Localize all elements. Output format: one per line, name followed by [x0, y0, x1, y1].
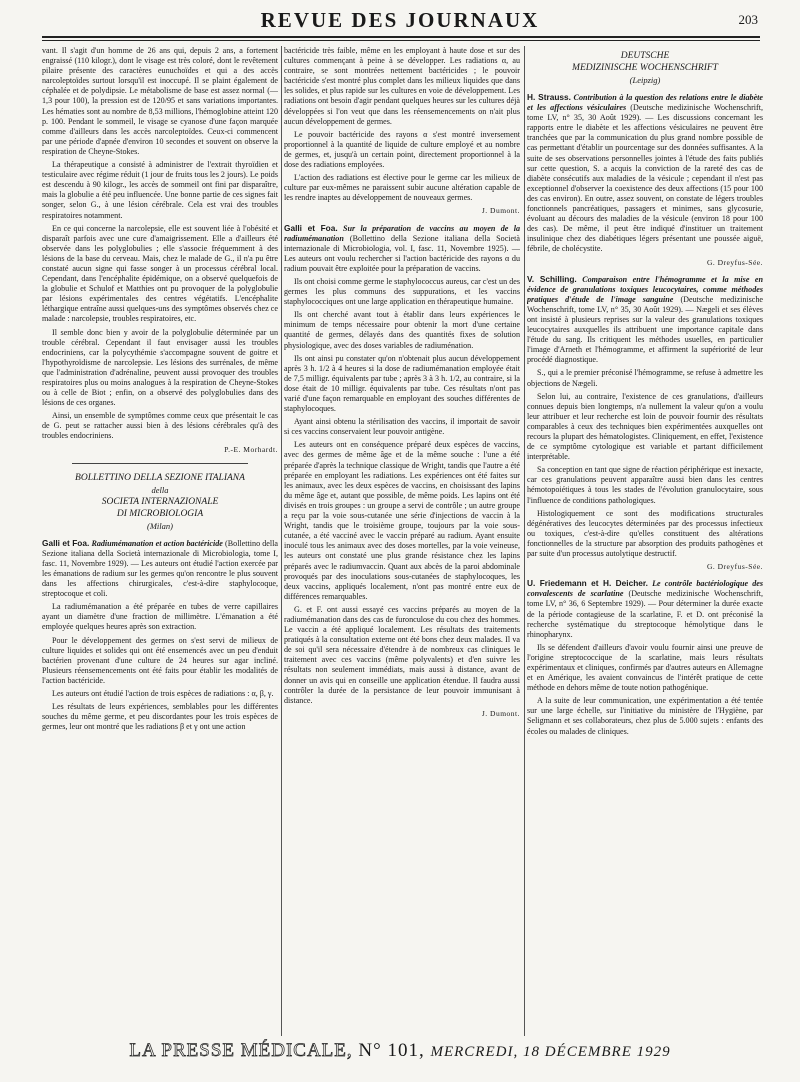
column-2 [284, 46, 520, 1036]
section-rule [72, 463, 248, 464]
paragraph: vant. Il s'agit d'un homme de 26 ans qui, depuis 2 ans, a fortement engraissé (110 kilogr.), dont le visage est très coloré, dont le revêtement pilaire présente des caractères eunuchoïdes et qui a des accès narcoleptoïdes surtout lorsqu'il est inoccupé. Il se plaint également de céphalée et de polydipsie. Le métabolisme de base est assez normal (— 1,3 pour 100), la pression est de 120/95 et sans variations importantes. Les hématies sont au nombre de 8,53 millions, l'hémoglobine atteint 120 p. 100. Pendant le sommeil, le visage se cyanose d'une façon marquée comme d'ailleurs dans les accès narcoleptoïdes. Ceux-ci commencent par une période d'apnée d'environ 10 secondes et souvent on observe la respiration de Cheyne-Stokes. [42, 46, 278, 156]
journal-section-heading [42, 472, 278, 532]
paragraph: Ils ont choisi comme germe le staphylococcus aureus, car c'est un des germes les plus communs des suppurations, et les vaccins staphylococciques ont une large application en thérapeutique humaine. [284, 276, 520, 307]
journal-section-heading [527, 50, 763, 86]
paragraph: Le pouvoir bactéricide des rayons α s'est montré inversement proportionnel à la quantité de liquide de culture employé et au nombre de germes, et, jusqu'à un certain point, directement proportionnel à la dose des radiations employées. [284, 129, 520, 170]
article-title: Contribution à la question des relations entre le diabète et les affections vésiculaires [527, 93, 763, 113]
footer-journal-name: LA PRESSE MÉDICALE, [129, 1040, 353, 1061]
author-signature: J. Dumont. [481, 708, 520, 718]
article-authors: Galli et Foa. [284, 222, 338, 233]
column-3 [527, 46, 763, 1036]
paragraph: Ils se défendent d'ailleurs d'avoir voulu fournir ainsi une preuve de l'origine streptococcique de la scarlatine, mais leurs résultats expérimentaux et cliniques, confirmés par d'autres auteurs en Allemagne et en Amérique, les avaient convaincus de l'intérêt pratique de cette méthode en dehors même de toute notion pathogénique. [527, 642, 763, 693]
paragraph: bactéricide très faible, même en les employant à haute dose et sur des cultures commençant à peine à se développer. Les radiations α, au contraire, se sont montrées nettement bactéricides ; le pouvoir bactéricide s'est montré plus complet dans les milieux liquides que dans les solides, et plus rapide sur les cultures en voie de développement. Les radiations ont besoin d'agir pendant quelques heures sur les cultures déjà développées si l'on veut que dans les réensemencements on n'ait plus aucun développement de germes. [284, 46, 520, 126]
author-signature: P.-E. Morhardt. [224, 444, 278, 454]
article-abstract [284, 223, 520, 274]
article-title: Sur la préparation de vaccins au moyen de la radiumémanation [284, 223, 520, 243]
running-header: REVUE DES JOURNAUX [260, 8, 540, 32]
paragraph: Les auteurs ont étudié l'action de trois espèces de radiations : α, β, γ. [52, 688, 274, 698]
article-reference: (Deutsche medizinische Wochenschrift, tome LV, n° 35, 30 Août 1929). — Les discussions concernant les rapports entre le diabète et les affections vésiculaires ne peuvent être tranchées que par la communication du plus grand nombre possible de cas permettant d'établir un pourcentage sur des données suffisantes. A la suite de ses observations personnelles jointes à l'étude des faits publiés sur cette question, S. a acquis la conviction de la rareté des cas de diabète consécutifs aux maladies de la vésicule ; cependant il n'est pas exceptionnel d'observer la coexistence des deux affections (15 pour 100 des cas environ). En outre, assez souvent, on constate de légers troubles fonctionnels pancréatiques, passagers et minimes, sans glycosurie, évoluant au décours des maladies de la vésicule (environ 18 pour 100 des cas). De même, il peut être indiqué d'instituer un traitement insulinique chez des diabétiques légers présentant une poussée aiguë, fébrile, de cholécystite. [527, 103, 763, 254]
section-line: BOLLETTINO DELLA SEZIONE ITALIANA [75, 472, 245, 483]
paragraph: Sa conception en tant que signe de réaction périphérique est inexacte, car ces granulations peuvent apparaître aussi bien dans les centres hémotopoiétiques à tous les stades de l'évolution granulocytaire, sous l'influence de conditions pathologiques. [527, 465, 763, 505]
article-authors: Galli et Foa. [42, 537, 90, 548]
article-title: Comparaison entre l'hémogramme et la mise en évidence de granulations toxiques leucocytaires, comme méthodes pratiques d'étude de l'image sanguine [527, 274, 763, 304]
footer-date: MERCREDI, 18 DÉCEMBRE 1929 [430, 1044, 671, 1060]
paragraph: G. et F. ont aussi essayé ces vaccins préparés au moyen de la radiumémanation dans des cas de furonculose du cou chez des hommes. Le vaccin a été appliqué localement. Les résultats des traitements pratiqués à la consultation externe ont été bons chez deux malades. Il va de soi qu'il sera nécessaire d'étendre à de nombreux cas cliniques le traitement avec ces vaccins (même polyvalents) et d'en suivre les résultats non seulement immédiats, mais aussi à distance, avant de donner un avis qui en conseille une application étendue. Il faudra aussi contrôler la durée de la persistance de leur pouvoir immunisant à distance. [284, 604, 520, 705]
article-reference: (Deutsche medizinische Wochenschrift, tome LV, n° 35, 30 Août 1929). — Nægeli et ses élèves ont insisté à plusieurs reprises sur la valeur des granulations toxiques leucocytaires auxquelles ils attribuent une importance capitale dans l'étude du sang. Ils critiquent les méthodes usuelles, en particulier l'image d'Arneth et l'hémogramme, et affirment la supériorité de leur procédé diagnostique. [527, 294, 763, 365]
article-authors: H. Strauss. [527, 92, 571, 102]
author-signature: J. Dumont. [481, 206, 520, 216]
paragraph: Ils ont ainsi pu constater qu'on n'obtenait plus aucun développement après 3 h. 1/2 à 4 heures si la dose de radiumémanation employée était de 7,5 milligr. équivalents par tube ; après 3 à 3 h. 1/2, au contraire, si la dose était de 10 milligr. équivalents par tube. Ces résultats n'ont pas varié d'une façon remarquable en employant des souches différentes de staphylocoques. [284, 353, 520, 414]
page-footer [0, 1040, 800, 1062]
paragraph: La radiumémanation a été préparée en tubes de verre capillaires ayant un diamètre d'une fraction de millimètre. L'émanation a été employée quelques heures après son extraction. [42, 602, 278, 632]
paragraph: En ce qui concerne la narcolepsie, elle est souvent liée à l'obésité et disparaît parfois avec une cure d'amaigrissement. Elle a d'ailleurs été observée dans les polyglobulies ; elle s'associe fréquemment à des lésions de la base du cerveau. Mais, chez le malade de G., il n'a pu être constaté aucun signe qui fasse songer à un processus cérébral local. Cependant, dans l'encéphalite épidémique, on a observé quelquefois de la globulie et Schulof et Matthies ont pu provoquer de la polyglobulie par lésions expérimentales des centres végétatifs. L'encéphalite léthargique entraîne aussi quelques-uns des symptômes observés chez ce malade : narcolepsie, troubles respiratoires, etc. [42, 223, 278, 324]
paragraph: Selon lui, au contraire, l'existence de ces granulations, d'ailleurs connues depuis bien longtemps, n'a nullement la valeur qu'on a voulu leur attribuer et leur recherche est loin de pouvoir fournir des résultats comparables à ceux des techniques bien expérimentées auxquelles ont recours la plupart des hématologistes. Cliniquement, en effet, l'existence de ce symptôme cytologique est variable et partant difficilement interprétable. [527, 391, 763, 462]
paragraph: L'action des radiations est élective pour le germe car les milieux de culture par eux-mêmes ne paraissent subir aucune altération capable de les rendre inaptes au développement de nouveaux germes. [284, 173, 520, 203]
article-title: Radiumémanation et action bactéricide [91, 538, 223, 548]
column-1 [42, 46, 278, 1036]
section-line: DI MICROBIOLOGIA [116, 508, 204, 519]
paragraph: La thérapeutique a consisté à administrer de l'extrait thyroïdien et testiculaire avec régime réduit (1 jour de fruits tous les 2 jours). Le poids est descendu à 90 kilogr., les accès de sommeil ont fini par disparaître, mais la globulie a été peu influencée. Une bonne partie de ces signes fait songer, selon G., à une lésion cérébrale. Cela est vrai des troubles respiratoires notamment. [42, 160, 278, 220]
article-abstract [527, 578, 763, 640]
paragraph: Les résultats de leurs expériences, semblables pour les différentes souches du même germe, et peu discordantes pour les trois espèces de germes, leur ont montré que les radiations β et γ ont une action [42, 702, 278, 732]
section-line: (Milan) [147, 520, 173, 531]
paragraph: S., qui a le premier préconisé l'hémogramme, se refuse à admettre les objections de Nægeli. [527, 368, 763, 388]
paragraph: Pour le développement des germes on s'est servi de milieux de culture liquides et solides qui ont été ensemencés avec un peu d'enduit bactérien provenant d'une culture de 24 heures sur agar incliné. Plusieurs réensemencements ont été faits pour établir les modalités de l'action bactéricide. [42, 635, 278, 685]
column-divider [524, 46, 525, 1036]
article-abstract [527, 274, 763, 366]
article-reference: (Bollettino della Sezione italiana della Società internazionale di Microbiologia, tome I, fasc. 11, Novembre 1929). — Les auteurs ont étudié l'action exercée par les émanations de radium sur les germes qu'on rencontre le plus souvent dans les affections chirurgicales, c'est-à-dire staphylocoque, streptocoque et coli. [42, 538, 278, 599]
author-signature: G. Dreyfus-Sée. [706, 257, 763, 267]
page-number: 203 [738, 12, 758, 27]
article-reference: (Bollettino della Sezione italiana della Società internazionale di Microbiologia, vol. I, fasc. 11, Novembre 1925). — Les auteurs ont voulu rechercher si l'action bactéricide des rayons α du radium pouvait être exploitée pour la préparation de vaccins. [284, 233, 520, 273]
header-rule-thin [42, 40, 760, 41]
paragraph: Ils ont cherché avant tout à établir dans leurs expériences le minimum de temps nécessaire pour obtenir la mort d'une certaine quantité de germes, délayés dans des quantités fixes de solution physiologique, avec des doses variables de radiuménation. [284, 310, 520, 350]
section-line: (Leipzig) [629, 75, 661, 85]
section-line: DEUTSCHE [620, 51, 670, 61]
section-line: MEDIZINISCHE WOCHENSCHRIFT [572, 63, 718, 73]
paragraph: Ainsi, un ensemble de symptômes comme ceux que présentait le cas de G. peut se rattacher aussi bien à des lésions cérébrales qu'à des troubles endocriniens. [42, 411, 278, 441]
paragraph: Les auteurs ont en conséquence préparé deux espèces de vaccins, avec des germes de même âge et de la même souche : l'une a été préparée d'après la technique classique de Wright, tandis que l'autre a été préparée en employant les radiations. Les expériences ont été faites sur les animaux, avec les deux espèces de vaccins, en choisissant des lapins du même âge et, autant que possible, de même poids. Les lapins ont été divisés en trois groupes : un groupe a servi de contrôle ; un autre groupe a reçu par la voie sous-cutanée une série d'injections de vaccin à la Wright, tandis que le troisième groupe, toujours par la voie sous-cutanée, a été vacciné avec le vaccin préparé au radium. Ayant ensuite inoculé tous les animaux avec des doses mortelles, par la voie veineuse, les auteurs ont constaté une plus grande résistance chez les lapins préparés avec le radiumvaccin. Quant aux abcès de la paroi abdominale provoqués par des inoculations sous-cutanées de staphylocoques, les deux vaccins, appliqués localement, n'ont pas montré entre eux de différences remarquables. [284, 440, 520, 601]
paragraph: Ayant ainsi obtenu la stérilisation des vaccins, il importait de savoir si ces vaccins conservaient leur pouvoir antigène. [284, 417, 520, 437]
header-rule [42, 36, 760, 38]
article-authors: V. Schilling. [527, 273, 577, 284]
section-line: SOCIETA INTERNAZIONALE [101, 496, 219, 507]
article-abstract [42, 538, 278, 600]
footer-issue-number: N° 101, [358, 1040, 425, 1061]
author-signature: G. Dreyfus-Sée. [706, 562, 763, 572]
article-authors: U. Friedemann et H. Deicher. [527, 578, 648, 589]
section-line: della [151, 484, 169, 495]
paragraph: Il semble donc bien y avoir de la polyglobulie déterminée par un trouble cérébral. Cependant il faut envisager aussi les troubles endocriniens, car la polycythémie s'accompagne souvent de goitre et l'hypothyroïdisme de narcolepsie. Les lésions des surrénales, de même que l'administration d'adrénaline, peuvent aussi provoquer des troubles respiratoires plus ou moins analogues à la respiration de Cheyne-Stokes ou à celle de Biot ; enfin, on a observé des polyglobulies dans des lésions de ces organes. [42, 327, 278, 408]
article-reference: (Deutsche medizinische Wochenschrift, tome LV, n° 36, 6 Septembre 1929). — Pour déterminer la durée exacte de la période contagieuse de la scarlatine, F. et D. ont préconisé la recherche systématique du streptocoque hémolytique dans le rhinopharynx. [527, 589, 763, 639]
article-abstract [527, 92, 763, 255]
paragraph: A la suite de leur communication, une expérimentation a été tentée sur une large échelle, sur l'initiative du ministère de l'Hygiène, par Seligmann et ses collaborateurs, chez plus de 5.000 sujets : enfants des écoles ou malades de cliniques. [527, 696, 763, 736]
article-title: Le contrôle bactériologique des convalescents de scarlatine [527, 579, 763, 599]
paragraph: Histologiquement ce sont des modifications structurales dégénératives des leucocytes déterminées par des processus infectieux ou toxiques, c'est-à-dire qu'elles constituent des altérations fonctionnelles de la structure par absorption des produits pathogènes et par suite d'un processus autolytique destructif. [527, 508, 763, 559]
column-divider [281, 46, 282, 1036]
